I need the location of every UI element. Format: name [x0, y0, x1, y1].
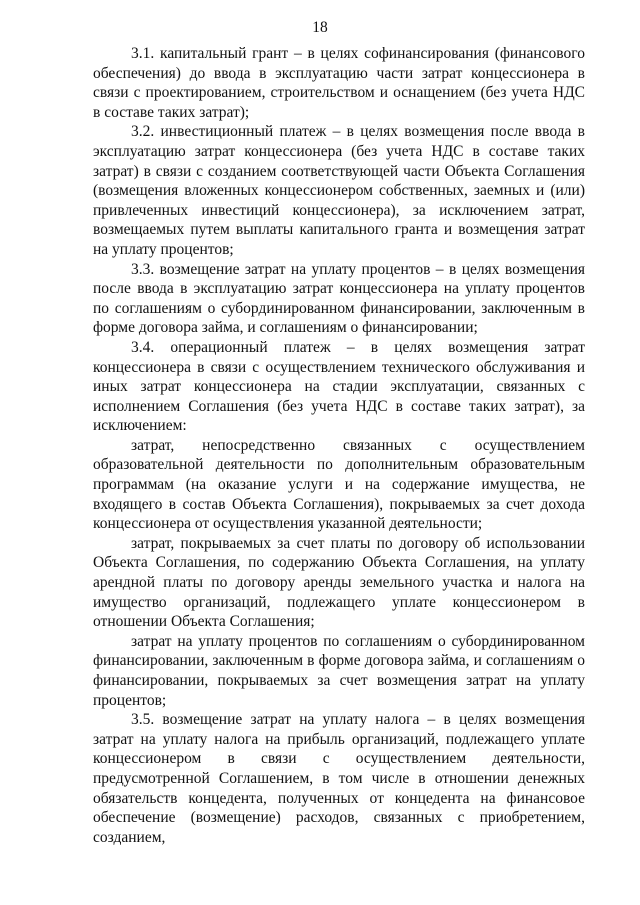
exclusion-item-3: затрат на уплату процентов по соглашениям о субординированном финансировании, заключенным в форме договора займа, и соглашениям о финансировании, покрываемых за счет возмещения затрат на уплату процентов;: [93, 632, 585, 709]
exclusion-item-1: затрат, непосредственно связанных с осуществлением образовательной деятельности по дополнительным образовательным программам (на оказание услуги и на содержание имущества, не входящего в состав Объекта Соглашения), покрываемых за счет дохода концессионера от осуществления указанной деятельности;: [93, 436, 585, 533]
document-body: [93, 44, 585, 847]
paragraph-3-3: 3.3. возмещение затрат на уплату процентов – в целях возмещения после ввода в эксплуатацию затрат концессионера на уплату процентов по соглашениям о субординированном финансировании, заключенным в форме договора займа, и соглашениям о финансировании;: [93, 260, 585, 337]
paragraph-3-5: 3.5. возмещение затрат на уплату налога – в целях возмещения затрат на уплату налога на прибыль организаций, подлежащего уплате концессионером в связи с осуществлением деятельности, предусмотренной Соглашением, в том числе в отношении денежных обязательств концедента, полученных от концедента на финансовое обеспечение (возмещение) расходов, связанных с приобретением, созданием,: [93, 711, 585, 846]
paragraph-3-4: 3.4. операционный платеж – в целях возмещения затрат концессионера в связи с осуществлением технического обслуживания и иных затрат концессионера на стадии эксплуатации, связанных с исполнением Соглашения (без учета НДС в составе таких затрат), за исключением:: [93, 338, 585, 435]
exclusion-item-2: затрат, покрываемых за счет платы по договору об использовании Объекта Соглашения, по содержанию Объекта Соглашения, на уплату арендной платы по договору аренды земельного участка и налога на имущество организаций, подлежащего уплате концессионером в отношении Объекта Соглашения;: [93, 534, 585, 631]
page-number: 18: [312, 19, 328, 36]
paragraph-3-2: 3.2. инвестиционный платеж – в целях возмещения после ввода в эксплуатацию затрат концессионера (без учета НДС в составе таких затрат) в связи с созданием соответствующей части Объекта Соглашения (возмещения вложенных концессионером собственных, заемных и (или) привлеченных инвестиций концессионера), за исключением затрат, возмещаемых путем выплаты капитального гранта и возмещения затрат на уплату процентов;: [93, 123, 585, 258]
paragraph-3-1: 3.1. капитальный грант – в целях софинансирования (финансового обеспечения) до ввода в эксплуатацию части затрат концессионера в связи с проектированием, строительством и оснащением (без учета НДС в составе таких затрат);: [93, 45, 585, 121]
